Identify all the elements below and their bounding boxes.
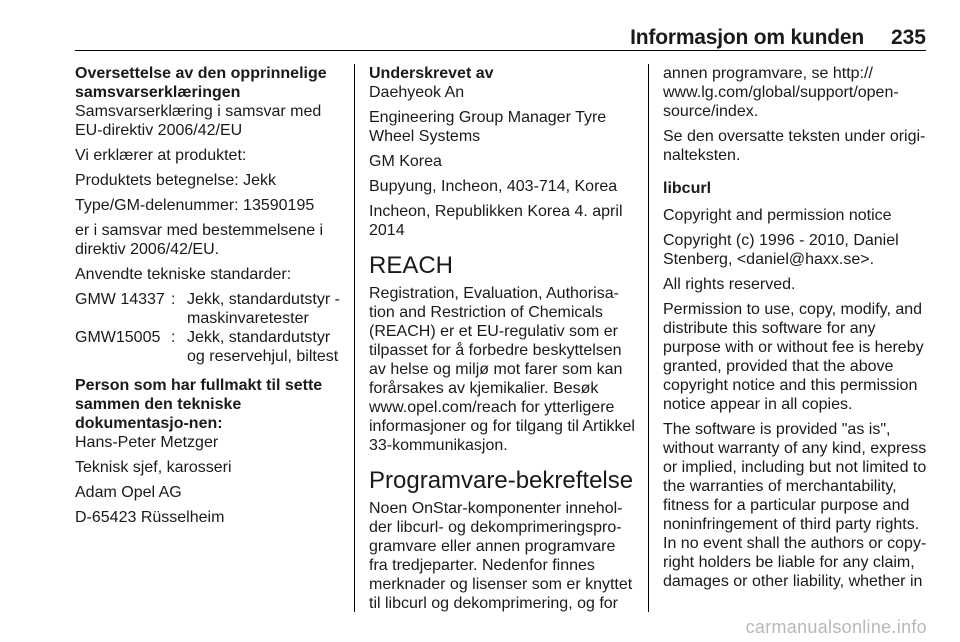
paragraph: GM Korea bbox=[369, 153, 442, 170]
page-title: Informasjon om kunden bbox=[630, 26, 864, 49]
paragraph: Incheon, Republikken Korea 4. april 2014 bbox=[369, 203, 623, 239]
standards-row bbox=[75, 328, 343, 366]
watermark: carmanualsonline.info bbox=[745, 617, 927, 637]
paragraph: Type/GM-delenummer: 13590195 bbox=[75, 197, 315, 214]
paragraph: Copyright (c) 1996 - 2010, Daniel Stenberg, <daniel@haxx.se>. bbox=[663, 232, 899, 268]
standards-table bbox=[75, 290, 343, 366]
paragraph: Produktets betegnelse: Jekk bbox=[75, 172, 277, 189]
standards-row bbox=[75, 290, 343, 328]
paragraph: Anvendte tekniske standarder: bbox=[75, 266, 292, 283]
paragraph: Adam Opel AG bbox=[75, 484, 182, 501]
paragraph: Permission to use, copy, modify, and distribute this software for any purpose with or without fee is hereby granted, provided that the above copyright notice and this permission notice appear in all copies. bbox=[663, 301, 924, 413]
paragraph: Se den oversatte teksten under origi-nalteksten. bbox=[663, 128, 926, 164]
section-heading-libcurl: libcurl bbox=[663, 180, 712, 197]
paragraph: Samsvarserklæring i samsvar med EU-direktiv 2006/42/EU bbox=[75, 103, 322, 139]
page-header bbox=[75, 14, 926, 51]
paragraph-reach: Registration, Evaluation, Authorisa-tion and Restriction of Chemicals (REACH) er et EU-regulativ som er tilpasset for å forbedre beskyttelsen av helse og miljø mot farer som kan forårsakes av kjemikalier. Besøk www.opel.com/reach for ytterligere informasjoner og for tilgang til Artikkel 33-kommunikasjon. bbox=[369, 285, 635, 454]
section-heading-reach: REACH bbox=[369, 252, 454, 279]
standard-code: GMW 14337 bbox=[75, 291, 165, 308]
paragraph-software: Noen OnStar-komponenter innehol-der libcurl- og dekomprimeringspro-gramvare eller annen programvare fra tredjeparter. Nedenfor finnes merknader og lisenser som er knyttet til libcurl og dekomprimering, og for bbox=[369, 500, 633, 612]
paragraph: D-65423 Rüsselheim bbox=[75, 509, 225, 526]
section-heading-software: Programvare-bekreftelse bbox=[369, 467, 634, 494]
standard-code: GMW15005 bbox=[75, 329, 161, 346]
paragraph: Daehyeok An bbox=[369, 84, 465, 101]
section-heading-authorized-person: Person som har fullmakt til sette sammen den tekniske dokumentasjo-nen: bbox=[75, 377, 323, 432]
section-heading-signed-by: Underskrevet av bbox=[369, 65, 494, 82]
standard-description: Jekk, standardutstyr - maskinvaretester bbox=[187, 291, 340, 327]
standard-colon: : bbox=[171, 329, 176, 346]
section-heading-translation: Oversettelse av den opprinnelige samsvarserklæringen bbox=[75, 65, 327, 101]
column-divider-2 bbox=[648, 64, 649, 612]
paragraph: Hans-Peter Metzger bbox=[75, 434, 219, 451]
column-2 bbox=[369, 64, 637, 619]
paragraph: Bupyung, Incheon, 403-714, Korea bbox=[369, 178, 618, 195]
page-number: 235 bbox=[890, 26, 926, 49]
paragraph: Vi erklærer at produktet: bbox=[75, 147, 247, 164]
standard-colon: : bbox=[171, 291, 176, 308]
paragraph: er i samsvar med bestemmelsene i direktiv 2006/42/EU. bbox=[75, 222, 324, 258]
paragraph: All rights reserved. bbox=[663, 276, 796, 293]
paragraph: The software is provided "as is", without warranty of any kind, express or implied, including but not limited to the warranties of merchantability, fitness for a particular purpose and noninfringement of third party rights. In no event shall the authors or copy-right holders be liable for any claim, damages or other liability, whether in bbox=[663, 421, 927, 590]
paragraph: Copyright and permission notice bbox=[663, 207, 892, 224]
standard-description: Jekk, standardutstyr og reservehjul, biltest bbox=[187, 329, 339, 365]
paragraph: annen programvare, se http:// www.lg.com/global/support/open-source/index. bbox=[663, 65, 899, 120]
column-1 bbox=[75, 64, 343, 533]
column-divider-1 bbox=[354, 64, 355, 612]
column-3 bbox=[663, 64, 927, 597]
paragraph: Engineering Group Manager Tyre Wheel Systems bbox=[369, 109, 607, 145]
paragraph: Teknisk sjef, karosseri bbox=[75, 459, 232, 476]
